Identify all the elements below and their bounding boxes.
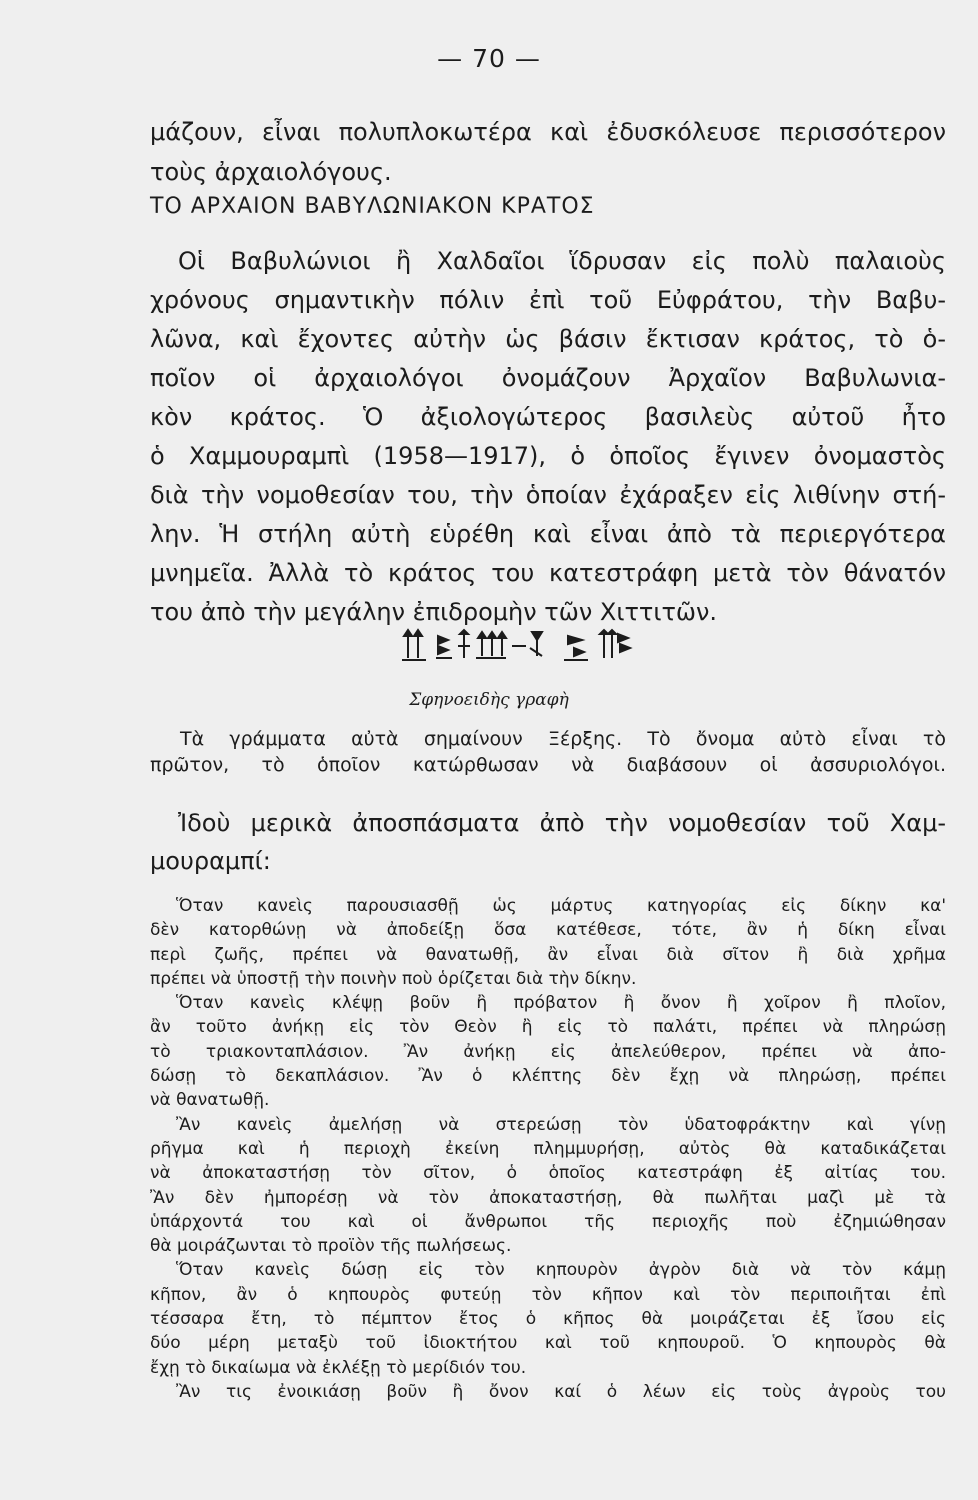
caption-line: πρῶτον, τὸ ὁποῖον κατώρθωσαν νὰ διαβάσουν οἱ ἀσσυριολόγοι.: [150, 754, 946, 776]
caption-line: Τὰ γράμματα αὐτὰ σημαίνουν Ξέρξης. Τὸ ὄνομα αὐτὸ εἶναι τὸ: [180, 728, 946, 750]
laws-excerpts: [150, 894, 946, 1404]
main-paragraph-line: διὰ τὴν νομοθεσίαν του, τὴν ὁποίαν ἐχάραξεν εἰς λιθίνην στή-: [150, 481, 946, 509]
law-line: κῆπον, ἂν ὁ κηπουρὸς φυτεύῃ τὸν κῆπον καὶ τὸν περιποιῆται ἐπὶ: [150, 1284, 946, 1305]
main-paragraph-line: του ἀπὸ τὴν μεγάλην ἐπιδρομὴν τῶν Χιττιτῶν.: [150, 598, 718, 626]
law-line: δώσῃ τὸ δεκαπλάσιον. Ἂν ὁ κλέπτης δὲν ἔχῃ νὰ πληρώσῃ, πρέπει: [150, 1066, 946, 1087]
law-line: δὲν κατορθώνῃ νὰ ἀποδείξῃ ὅσα κατέθεσε, τότε, ἂν ἡ δίκη εἶναι: [150, 920, 946, 941]
section-title: ΤΟ ΑΡΧΑΙΟΝ ΒΑΒΥΛΩΝΙΑΚΟΝ ΚΡΑΤΟΣ: [150, 194, 595, 219]
intro-paragraph-line: Ἰδοὺ μερικὰ ἀποσπάσματα ἀπὸ τὴν νομοθεσίαν τοῦ Χαμ-: [178, 809, 946, 837]
law-line: ὑπάρχοντά του καὶ οἱ ἄνθρωποι τῆς περιοχῆς ποὺ ἐζημιώθησαν: [150, 1211, 946, 1232]
intro-paragraph-line: μουραμπί:: [150, 847, 271, 875]
lead-line-1: μάζουν, εἶναι πολυπλοκωτέρα καὶ ἐδυσκόλευσε περισσότερον: [150, 118, 946, 146]
law-line: Ἂν δὲν ἠμπορέσῃ νὰ τὸν ἀποκαταστήσῃ, θὰ πωλῆται μαζὶ μὲ τὰ: [150, 1187, 946, 1208]
law-line: Ἂν κανεὶς ἀμελήσῃ νὰ στερεώσῃ τὸν ὑδατοφράκτην καὶ γίνῃ: [176, 1114, 946, 1135]
law-line: Ὅταν κανεὶς δώσῃ εἰς τὸν κηπουρὸν ἀγρὸν διὰ νὰ τὸν κάμῃ: [176, 1260, 946, 1281]
main-paragraph-line: λῶνα, καὶ ἔχοντες αὐτὴν ὡς βάσιν ἔκτισαν κράτος, τὸ ὁ-: [150, 325, 946, 353]
law-line: Ὅταν κανεὶς κλέψῃ βοῦν ἢ πρόβατον ἢ ὄνον ἢ χοῖρον ἢ πλοῖον,: [176, 993, 946, 1014]
cuneiform-inscription-image: [150, 622, 946, 668]
law-line: Ὅταν κανεὶς παρουσιασθῇ ὡς μάρτυς κατηγορίας εἰς δίκην κα': [176, 896, 946, 916]
law-line: τέσσαρα ἔτη, τὸ πέμπτον ἔτος ὁ κῆπος θὰ μοιράζεται ἐξ ἴσου εἰς: [150, 1309, 946, 1330]
page-number: — 70 —: [437, 44, 541, 73]
main-paragraph-line: ὁ Χαμμουραμπὶ (1958—1917), ὁ ὁποῖος ἔγινεν ὀνομαστὸς: [150, 442, 946, 470]
law-line: ρῆγμα καὶ ἡ περιοχὴ ἐκείνη πλημμυρήσῃ, αὐτὸς θὰ καταδικάζεται: [150, 1138, 946, 1159]
cuneiform-glyphs: [398, 622, 698, 668]
law-line: ἔχῃ τὸ δικαίωμα νὰ ἐκλέξῃ τὸ μερίδιόν του.: [150, 1357, 527, 1378]
law-line: τὸ τριακονταπλάσιον. Ἂν ἀνήκῃ εἰς ἀπελεύθερον, πρέπει νὰ ἀπο-: [150, 1041, 946, 1062]
main-paragraph-line: ποῖον οἱ ἀρχαιολόγοι ὀνομάζουν Ἀρχαῖον Βαβυλωνια-: [150, 364, 946, 392]
lead-line-2: τοὺς ἀρχαιολόγους.: [150, 158, 392, 186]
figure-caption-text: [150, 726, 946, 778]
main-paragraph-line: λην. Ἡ στήλη αὐτὴ εὑρέθη καὶ εἶναι ἀπὸ τὰ περιεργότερα: [150, 520, 946, 548]
main-paragraph: [150, 242, 946, 632]
main-paragraph-line: Οἱ Βαβυλώνιοι ἢ Χαλδαῖοι ἵδρυσαν εἰς πολὺ παλαιοὺς: [178, 247, 946, 275]
main-paragraph-line: κὸν κράτος. Ὁ ἀξιολογώτερος βασιλεὺς αὐτοῦ ἦτο: [150, 403, 946, 431]
law-line: θὰ μοιράζωνται τὸ προϊὸν τῆς πωλήσεως.: [150, 1236, 512, 1257]
figure-caption-title: Σφηνοειδὴς γραφὴ: [409, 690, 569, 710]
law-line: νὰ ἀποκαταστήσῃ τὸν σῖτον, ὁ ὁποῖος κατεστράφη ἐξ αἰτίας του.: [150, 1163, 946, 1184]
main-paragraph-line: χρόνους σημαντικὴν πόλιν ἐπὶ τοῦ Εὐφράτου, τὴν Βαβυ-: [150, 286, 946, 314]
main-paragraph-line: μνημεῖα. Ἀλλὰ τὸ κράτος του κατεστράφη μετὰ τὸν θάνατόν: [150, 559, 946, 587]
law-line: νὰ θανατωθῇ.: [150, 1090, 270, 1111]
law-line: δύο μέρη μεταξὺ τοῦ ἰδιοκτήτου καὶ τοῦ κηπουροῦ. Ὁ κηπουρὸς θὰ: [150, 1333, 946, 1354]
law-line: περὶ ζωῆς, πρέπει νὰ θανατωθῇ, ἂν εἶναι διὰ σῖτον ἢ διὰ χρῆμα: [150, 944, 946, 965]
intro-paragraph: [150, 804, 946, 880]
law-line: Ἂν τις ἐνοικιάσῃ βοῦν ἢ ὄνον καί ὁ λέων εἰς τοὺς ἀγροὺς του: [176, 1381, 946, 1402]
law-line: ἂν τοῦτο ἀνήκῃ εἰς τὸν Θεὸν ἢ εἰς τὸ παλάτι, πρέπει νὰ πληρώσῃ: [150, 1017, 946, 1038]
law-line: πρέπει νὰ ὑποστῇ τὴν ποινὴν ποὺ ὁρίζεται διὰ τὴν δίκην.: [150, 968, 637, 989]
